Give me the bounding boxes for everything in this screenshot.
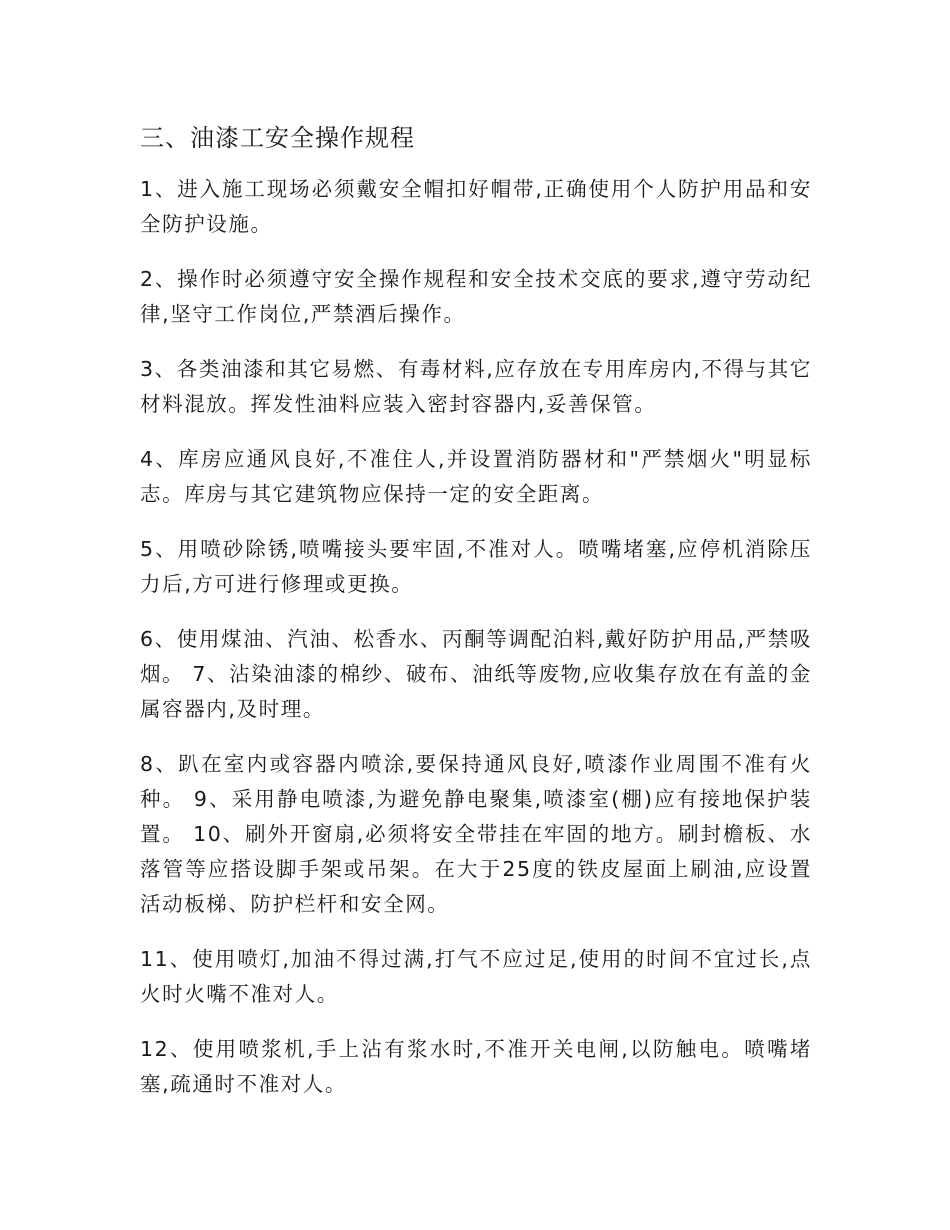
paragraph-1: 1、进入施工现场必须戴安全帽扣好帽带,正确使用个人防护用品和安全防护设施。 [140,177,812,236]
paragraph-8: 8、趴在室内或容器内喷涂,要保持通风良好,喷漆作业周围不准有火种。 9、采用静电喷漆,为避免静电聚集,喷漆室(棚)应有接地保护装置。 10、刷外开窗扇,必须将安全带挂在牢固的地方。刷封檐板、水落管等应搭设脚手架或吊架。在大于25度的铁皮屋面上刷油,应设置活动板梯、防护栏杆和安全网。 [140,752,812,916]
paragraph-6: 6、使用煤油、汽油、松香水、丙酮等调配泊料,戴好防护用品,严禁吸烟。 7、沾染油漆的棉纱、破布、油纸等废物,应收集存放在有盖的金属容器内,及时理。 [140,627,812,721]
paragraph-3: 3、各类油漆和其它易燃、有毒材料,应存放在专用库房内,不得与其它材料混放。挥发性油料应装入密封容器内,妥善保管。 [140,357,812,416]
paragraph-2: 2、操作时必须遵守安全操作规程和安全技术交底的要求,遵守劳动纪律,坚守工作岗位,严禁酒后操作。 [140,267,812,326]
document-body [140,118,812,1122]
document-title: 三、油漆工安全操作规程 [140,124,415,152]
paragraph-5: 5、用喷砂除锈,喷嘴接头要牢固,不准对人。喷嘴堵塞,应停机消除压力后,方可进行修理或更换。 [140,537,812,596]
paragraph-11: 11、使用喷灯,加油不得过满,打气不应过足,使用的时间不宜过长,点火时火嘴不准对人。 [140,947,812,1006]
paragraph-12: 12、使用喷浆机,手上沾有浆水时,不准开关电闸,以防触电。喷嘴堵塞,疏通时不准对人。 [140,1037,812,1096]
paragraph-4: 4、库房应通风良好,不准住人,并设置消防器材和"严禁烟火"明显标志。库房与其它建筑物应保持一定的安全距离。 [140,447,812,506]
